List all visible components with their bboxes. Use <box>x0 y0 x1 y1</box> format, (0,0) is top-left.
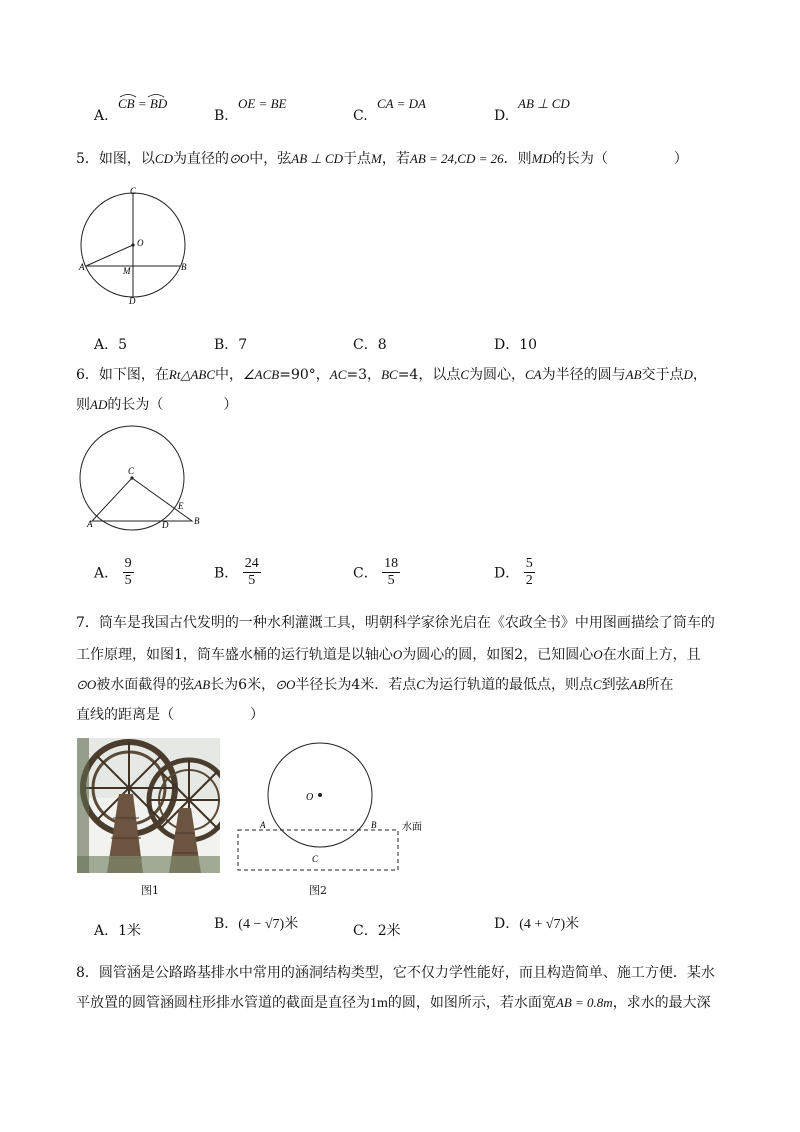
text: 圆管涵是公路路基排水中常用的涵洞结构类型，它不仅力学性能好，而且构造简单、施工方便．某水 <box>98 965 715 981</box>
text: 的圆，如图所示，若水面宽 <box>387 995 556 1011</box>
option-value: 1米 <box>118 923 142 939</box>
water-surface-label: 水面 <box>402 822 422 833</box>
q7-option-d <box>494 913 579 933</box>
center-point <box>130 476 133 479</box>
option-value: 8 <box>377 337 387 353</box>
option-letter: A． <box>94 337 119 353</box>
text: =4，以点 <box>397 367 461 383</box>
q5-option-c <box>353 334 387 354</box>
math: AB ⊥ CD <box>291 151 344 166</box>
math: D <box>683 367 693 382</box>
math: C <box>416 677 425 692</box>
label-o: O <box>306 792 314 803</box>
q4-option-a <box>94 108 109 124</box>
waterwheel-photo <box>77 738 220 873</box>
q4-option-b-math: OE = BE <box>238 96 287 111</box>
label-b: B <box>181 262 187 272</box>
math: MD <box>531 151 552 166</box>
numerator: 24 <box>244 556 259 571</box>
text: ） <box>673 151 688 167</box>
option-letter: A. <box>94 108 109 124</box>
text: 为运行轨道的最低点，则点 <box>424 677 593 693</box>
question-number: 6． <box>76 367 99 383</box>
q5-option-a <box>94 334 127 354</box>
q8-stem-line2 <box>76 988 726 1019</box>
q7-option-a <box>94 920 141 940</box>
q6-option-d <box>494 556 535 589</box>
math: CD <box>154 151 173 166</box>
math: AB <box>625 367 642 382</box>
q6-option-b <box>214 556 261 589</box>
q8-stem-line1 <box>76 958 726 988</box>
q5-stem <box>76 144 726 174</box>
option-value: 7 <box>238 337 248 353</box>
option-letter: C． <box>353 565 378 582</box>
label-b: B <box>194 516 200 526</box>
option-letter: A． <box>94 923 119 939</box>
q7-stem-line1 <box>76 608 726 638</box>
water-region <box>238 830 398 870</box>
q4-option-b <box>214 108 229 124</box>
question-number: 5． <box>76 151 99 167</box>
option-letter: A． <box>94 565 119 582</box>
label-o: O <box>137 238 144 248</box>
option-unit: 米 <box>284 916 299 932</box>
triangle-abc <box>92 478 192 521</box>
text: 到弦 <box>601 677 630 693</box>
option-letter: B． <box>214 916 239 932</box>
math: M <box>371 151 382 166</box>
q4-option-c <box>353 108 368 124</box>
text: 如图，以 <box>98 151 155 167</box>
text: 在水面上方，且 <box>602 647 701 663</box>
fraction <box>382 556 400 589</box>
label-a: A <box>87 519 93 529</box>
q4-option-d-math: AB ⊥ CD <box>518 96 570 111</box>
label-c: C <box>128 466 135 476</box>
text: 所在 <box>645 677 674 693</box>
fig1-caption: 图1 <box>141 884 159 897</box>
text: 的长为（ <box>551 151 608 167</box>
option-letter: B． <box>214 565 239 582</box>
option-value: 2米 <box>377 923 401 939</box>
text: 交于点 <box>641 367 684 383</box>
math: ⊙O <box>76 677 97 692</box>
fraction <box>123 556 134 589</box>
text: ） <box>223 397 238 413</box>
q7-option-b <box>214 913 298 933</box>
label-c: C <box>312 854 319 864</box>
text: =90°， <box>279 367 330 383</box>
fraction <box>243 556 261 589</box>
text: 半径长为4米．若点 <box>295 677 417 693</box>
text: 中，弦 <box>249 151 292 167</box>
label-m: M <box>123 266 131 276</box>
math: ⊙O <box>228 151 250 166</box>
math: C <box>460 367 469 382</box>
q7-stem-line2 <box>76 640 726 670</box>
waterwheel-illustration <box>77 738 220 873</box>
text: ，若 <box>381 151 410 167</box>
option-letter: B． <box>214 337 239 353</box>
math: AB = 24,CD = 26 <box>409 151 504 166</box>
text: ） <box>250 707 264 723</box>
numerator: 9 <box>124 556 132 571</box>
q5-option-d <box>494 334 537 354</box>
option-value: (4 + √7) <box>519 917 566 932</box>
fraction <box>524 556 535 589</box>
numerator: 5 <box>525 556 533 571</box>
center-point <box>131 243 134 246</box>
q6-stem-line2 <box>76 390 726 420</box>
label-e: E <box>178 501 184 511</box>
math: O <box>593 647 603 662</box>
option-letter: D． <box>494 565 520 582</box>
text: 为圆心的圆，如图2，已知圆心 <box>402 647 594 663</box>
q7-stem-line4 <box>76 700 726 730</box>
q6-option-a <box>94 556 134 589</box>
math: O <box>392 647 403 662</box>
q6-circle-figure <box>78 420 208 535</box>
radius-oa <box>86 245 133 266</box>
text: 长为6米， <box>210 677 276 693</box>
math: BC <box>381 367 398 382</box>
label-c: C <box>130 186 137 196</box>
math: C <box>592 677 602 692</box>
text: 筒车是我国古代发明的一种水利灌溉工具，明朝科学家徐光启在《农政全书》中用图画描绘了筒车的 <box>98 615 715 631</box>
option-letter: D． <box>494 337 520 353</box>
label-a: A <box>260 820 266 830</box>
fig2-caption: 图2 <box>309 884 327 897</box>
q7-stem-line3 <box>76 670 726 700</box>
option-letter: D. <box>494 108 510 124</box>
text: 中， <box>215 367 244 383</box>
q7-fig2-figure <box>236 738 436 883</box>
q7-option-c <box>353 920 401 940</box>
math: Rt△ABC <box>168 367 216 382</box>
option-value: 10 <box>519 337 538 353</box>
q4-option-c-math: CA = DA <box>377 96 426 111</box>
text: =3， <box>346 367 382 383</box>
denominator: 5 <box>387 573 395 588</box>
denominator: 5 <box>124 573 132 588</box>
numerator: 18 <box>384 556 399 571</box>
option-value: 5 <box>118 337 128 353</box>
math: 1m <box>370 996 388 1011</box>
math: AB <box>629 677 646 692</box>
q6-stem-line1 <box>76 360 726 390</box>
q5-circle-figure <box>78 186 198 306</box>
text: 为圆心， <box>469 367 525 383</box>
math: AB = 0.8m <box>555 995 613 1010</box>
q4-option-d <box>494 108 509 124</box>
denominator: 5 <box>248 573 256 588</box>
math: AD <box>90 397 108 412</box>
math: ⊙O <box>275 677 296 692</box>
text: 则 <box>76 397 90 413</box>
label-b: B <box>371 820 377 830</box>
option-value: (4 − √7) <box>238 917 285 932</box>
q6-option-c <box>353 556 400 589</box>
math: AC <box>329 367 347 382</box>
text: 工作原理，如图1，筒车盛水桶的运行轨道是以轴心 <box>76 647 393 663</box>
label-d: D <box>129 296 136 306</box>
math: CA <box>525 367 542 382</box>
option-letter: C． <box>353 923 378 939</box>
denominator: 2 <box>525 573 533 588</box>
option-letter: D． <box>494 916 520 932</box>
option-letter: B. <box>214 108 229 124</box>
question-number: 8． <box>76 965 99 981</box>
math: AB <box>194 677 211 692</box>
text: 被水面截得的弦 <box>96 677 195 693</box>
text: 直线的距离是（ <box>76 707 174 723</box>
q4-option-a-math: CB = BD <box>118 96 168 111</box>
text: 如下图，在 <box>98 367 169 383</box>
option-unit: 米 <box>565 916 580 932</box>
arc-marks <box>118 92 168 98</box>
label-d: D <box>162 520 169 530</box>
option-letter: C. <box>353 108 368 124</box>
text: 为直径的 <box>172 151 229 167</box>
text: ， <box>692 367 707 383</box>
question-number: 7． <box>76 615 99 631</box>
center-point <box>318 793 322 797</box>
text: 的长为（ <box>107 397 164 413</box>
label-a: A <box>79 262 85 272</box>
option-letter: C． <box>353 337 378 353</box>
q5-option-b <box>214 334 247 354</box>
text: 平放置的圆管涵圆柱形排水管道的截面是直径为 <box>76 995 370 1011</box>
text: 于点 <box>343 151 372 167</box>
math: ∠ACB <box>243 367 280 382</box>
text: 为半径的圆与 <box>541 367 626 383</box>
text: ，求水的最大深 <box>612 995 711 1011</box>
text: ．则 <box>503 151 532 167</box>
